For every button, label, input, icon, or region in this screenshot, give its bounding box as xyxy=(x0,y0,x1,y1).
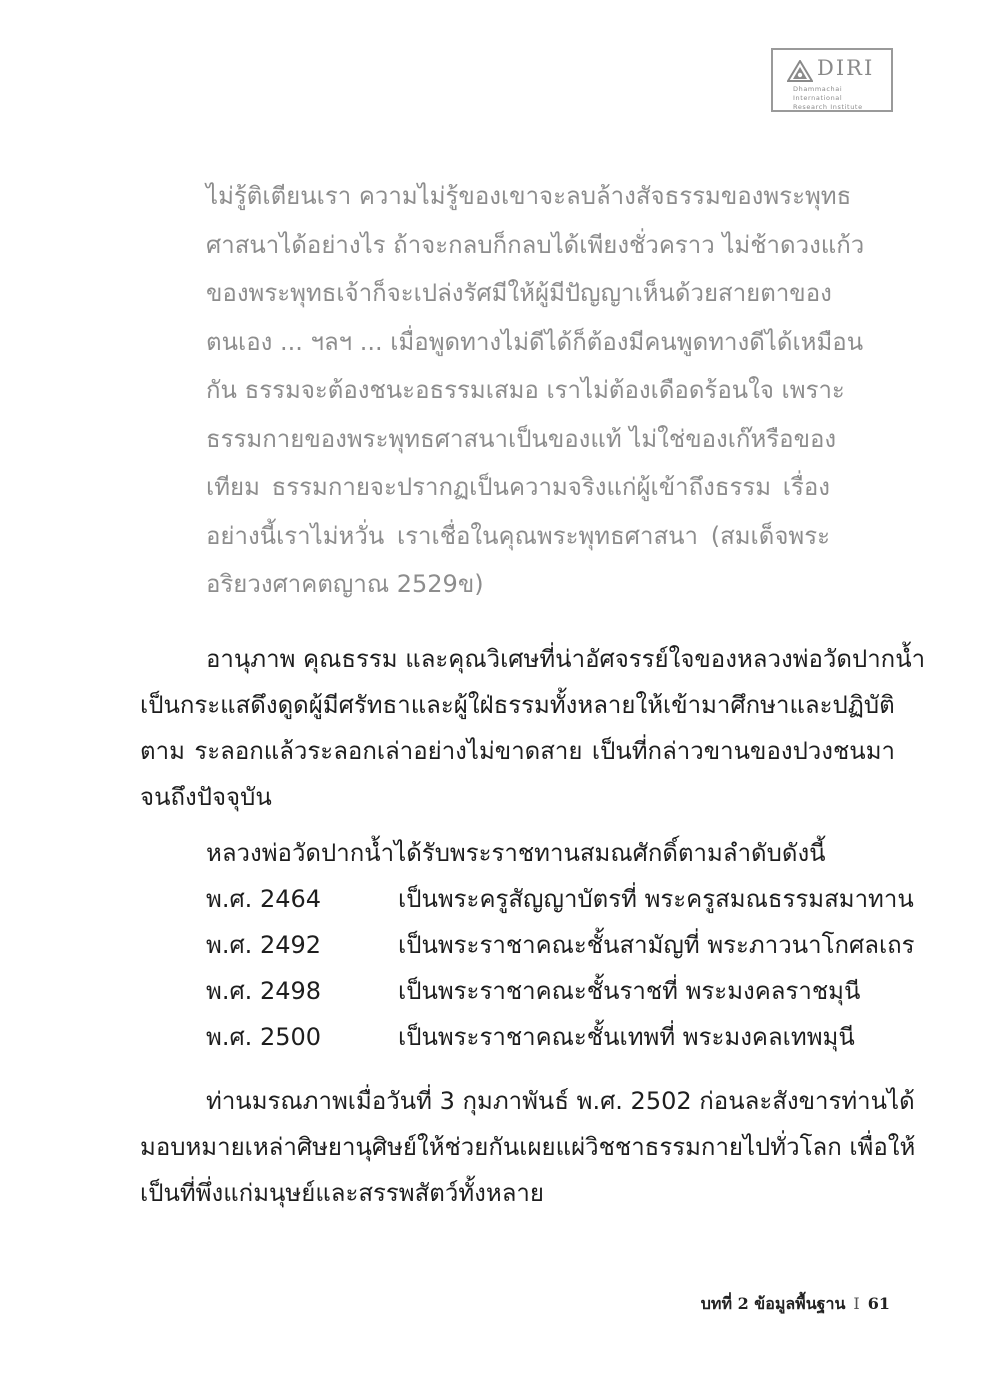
page-footer xyxy=(701,1292,890,1317)
rank-title: เป็นพระราชาคณะชั้นสามัญที่ พระภาวนาโกศลเถร xyxy=(398,931,915,959)
triangle-emblem-icon xyxy=(787,60,813,82)
paragraph-line: ท่านมรณภาพเมื่อวันที่ 3 กุมภาพันธ์ พ.ศ. 2502 ก่อนละสังขารท่านได้ xyxy=(206,1087,915,1115)
rank-row xyxy=(206,876,914,922)
rank-title: เป็นพระราชาคณะชั้นราชที่ พระมงคลราชมุนี xyxy=(398,977,861,1005)
page-number: 61 xyxy=(867,1294,890,1313)
rank-year: พ.ศ. 2492 xyxy=(206,931,322,959)
quote-line: ไม่รู้ติเตียนเรา ความไม่รู้ของเขาจะลบล้างสัจธรรมของพระพุทธ xyxy=(206,182,852,210)
ranks-list xyxy=(206,876,915,1060)
rank-year: พ.ศ. 2498 xyxy=(206,977,322,1005)
footer-separator: I xyxy=(853,1294,860,1313)
rank-title: เป็นพระครูสัญญาบัตรที่ พระครูสมณธรรมสมาทาน xyxy=(398,885,914,913)
logo-name: DIRI xyxy=(817,56,875,80)
paragraph-line: เป็นที่พึ่งแก่มนุษย์และสรรพสัตว์ทั้งหลาย xyxy=(140,1179,544,1207)
paragraph-line: เป็นกระแสดึงดูดผู้มีศรัทธาและผู้ใฝ่ธรรมทั้งหลายให้เข้ามาศึกษาและปฏิบัติ xyxy=(140,691,895,719)
rank-title: เป็นพระราชาคณะชั้นเทพที่ พระมงคลเทพมุนี xyxy=(398,1023,855,1051)
paragraph-line: อานุภาพ คุณธรรม และคุณวิเศษที่น่าอัศจรรย์ใจของหลวงพ่อวัดปากน้ำ xyxy=(206,645,926,673)
ranks-intro-text: หลวงพ่อวัดปากน้ำได้รับพระราชทานสมณศักดิ์ตามลำดับดังนี้ xyxy=(206,839,826,867)
paragraph-line: จนถึงปัจจุบัน xyxy=(140,783,272,811)
rank-year: พ.ศ. 2500 xyxy=(206,1023,322,1051)
ranks-intro xyxy=(140,830,895,876)
logo-subtitle-line2: Research Institute xyxy=(793,103,863,111)
rank-row xyxy=(206,1014,906,1060)
chapter-title: บทที่ 2 ข้อมูลพื้นฐาน xyxy=(700,1294,846,1313)
rank-row xyxy=(206,922,915,968)
paragraph-influence xyxy=(140,636,926,820)
paragraph-line: ตาม ระลอกแล้วระลอกเล่าอย่างไม่ขาดสาย เป็นที่กล่าวขานของปวงชนมา xyxy=(140,737,895,765)
logo-subtitle-line1: Dhammachai International xyxy=(793,85,843,102)
rank-year: พ.ศ. 2464 xyxy=(206,885,322,913)
paragraph-line: มอบหมายเหล่าศิษยานุศิษย์ให้ช่วยกันเผยแผ่วิชชาธรรมกายไปทั่วโลก เพื่อให้ xyxy=(140,1133,916,1161)
quote-line: อย่างนี้เราไม่หวั่น เราเชื่อในคุณพระพุทธศาสนา (สมเด็จพระ xyxy=(206,521,830,550)
quote-line: อริยวงศาคตญาณ 2529ข) xyxy=(206,570,484,598)
quote-line: เทียม ธรรมกายจะปรากฏเป็นความจริงแก่ผู้เข้าถึงธรรม เรื่อง xyxy=(206,473,830,501)
rank-row xyxy=(206,968,906,1014)
quote-line: ตนเอง ... ฯลฯ ... เมื่อพูดทางไม่ดีได้ก็ต้องมีคนพูดทางดีได้เหมือน xyxy=(206,327,864,356)
paragraph-passing xyxy=(140,1078,916,1216)
block-quote xyxy=(206,172,865,609)
quote-line: ของพระพุทธเจ้าก็จะเปล่งรัศมีให้ผู้มีปัญญาเห็นด้วยสายตาของ xyxy=(206,279,832,307)
diri-logo xyxy=(771,48,893,112)
quote-line: กัน ธรรมจะต้องชนะอธรรมเสมอ เราไม่ต้องเดือดร้อนใจ เพราะ xyxy=(206,376,845,404)
quote-line: ศาสนาได้อย่างไร ถ้าจะกลบก็กลบได้เพียงชั่วคราว ไม่ช้าดวงแก้ว xyxy=(206,230,865,259)
logo-subtitle xyxy=(793,85,889,112)
quote-line: ธรรมกายของพระพุทธศาสนาเป็นของแท้ ไม่ใช่ของเก๊หรือของ xyxy=(206,424,837,453)
